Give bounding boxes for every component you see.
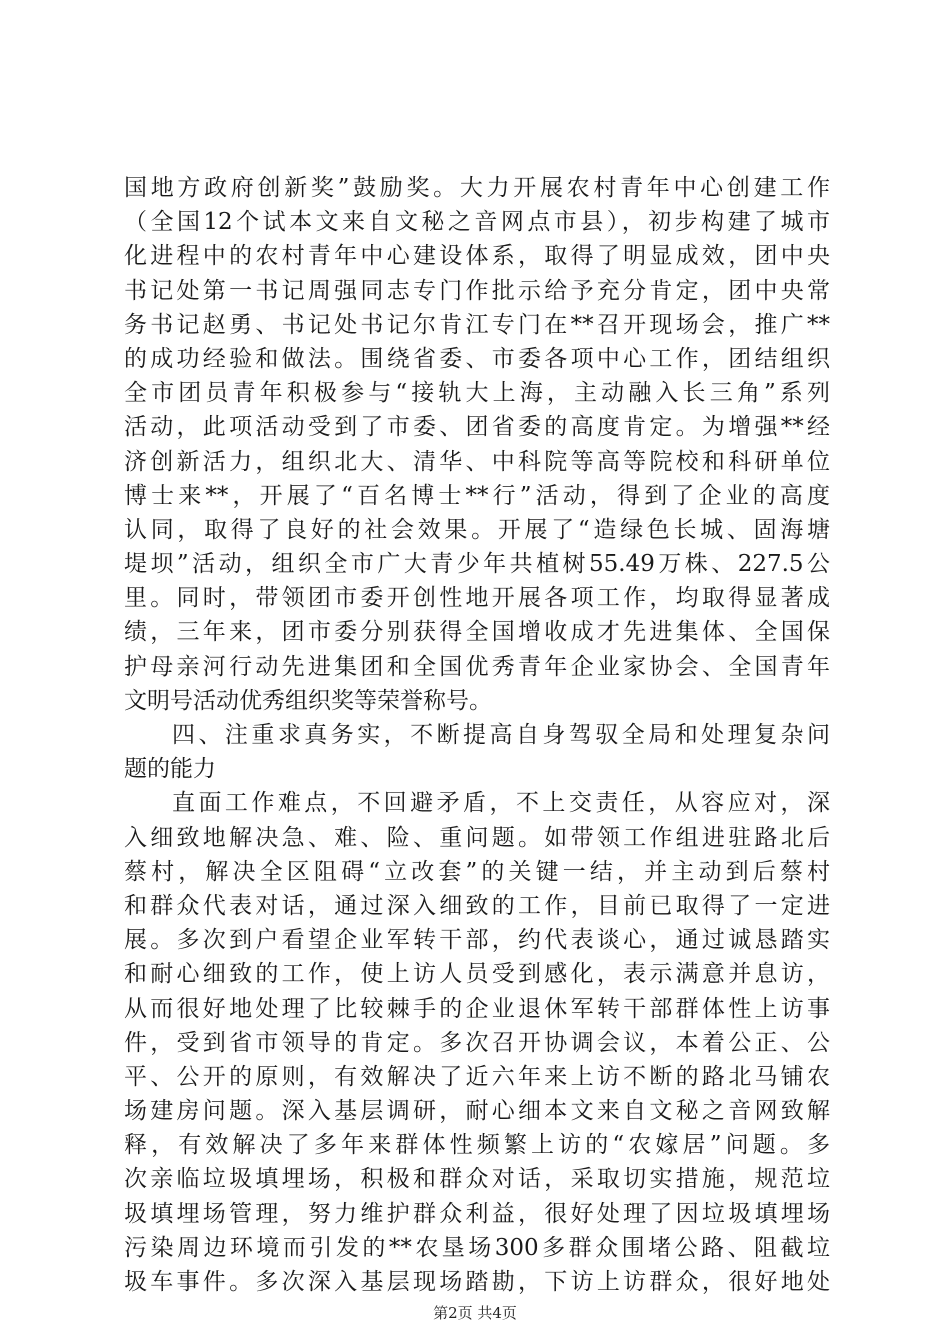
text-line: 务书记赵勇、书记处书记尔肯江专门在**召开现场会，推广** [124,311,830,338]
paragraph-end-line: 文明号活动优秀组织奖等荣誉称号。 [124,687,492,714]
paragraph-start-line: 直面工作难点，不回避矛盾，不上交责任，从容应对，深 [172,790,830,817]
text-line: 释，有效解决了多年来群体性频繁上访的“农嫁居”问题。多 [124,1132,830,1159]
text-line: 全市团员青年积极参与“接轨大上海，主动融入长三角”系列 [124,380,830,407]
text-line: 书记处第一书记周强同志专门作批示给予充分肯定，团中央常 [124,277,830,304]
text-line: （全国12个试本文来自文秘之音网点市县），初步构建了城市 [124,209,830,236]
text-line: 件，受到省市领导的肯定。多次召开协调会议，本着公正、公 [124,1029,830,1056]
text-line: 国地方政府创新奖”鼓励奖。大力开展农村青年中心创建工作 [124,175,830,201]
text-line: 平、公开的原则，有效解决了近六年来上访不断的路北马铺农 [124,1063,830,1090]
section-heading-line: 四、注重求真务实，不断提高自身驾驭全局和处理复杂问 [172,722,830,748]
text-line: 展。多次到户看望企业军转干部，约代表谈心，通过诚恳踏实 [124,927,830,954]
text-line: 护母亲河行动先进集团和全国优秀青年企业家协会、全国青年 [124,653,830,680]
text-line: 和群众代表对话，通过深入细致的工作，目前已取得了一定进 [124,892,830,919]
text-line: 次亲临垃圾填埋场，积极和群众对话，采取切实措施，规范垃 [124,1166,830,1193]
text-line: 认同，取得了良好的社会效果。开展了“造绿色长城、固海塘 [124,516,830,543]
text-line: 从而很好地处理了比较棘手的企业退休军转干部群体性上访事 [124,995,830,1022]
text-line: 化进程中的农村青年中心建设体系，取得了明显成效，团中央 [124,243,830,270]
text-line: 蔡村，解决全区阻碍“立改套”的关键一结，并主动到后蔡村 [124,858,830,885]
text-line: 博士来**，开展了“百名博士**行”活动，得到了企业的高度 [124,482,830,509]
text-line: 的成功经验和做法。围绕省委、市委各项中心工作，团结组织 [124,345,830,372]
page-number-footer: 第2页 共4页 [433,1304,517,1322]
text-line: 圾车事件。多次深入基层现场踏勘，下访上访群众，很好地处 [124,1269,830,1295]
text-line: 和耐心细致的工作，使上访人员受到感化，表示满意并息访， [124,961,830,988]
text-line: 活动，此项活动受到了市委、团省委的高度肯定。为增强**经 [124,414,830,441]
text-line: 圾填埋场管理，努力维护群众利益，很好处理了因垃圾填埋场 [124,1200,830,1227]
text-line: 入细致地解决急、难、险、重问题。如带领工作组进驻路北后 [124,824,830,851]
text-line: 里。同时，带领团市委开创性地开展各项工作，均取得显著成 [124,585,830,612]
text-line: 场建房问题。深入基层调研，耐心细本文来自文秘之音网致解 [124,1098,830,1125]
document-body [124,171,830,1299]
text-line: 绩，三年来，团市委分别获得全国增收成才先进集体、全国保 [124,619,830,646]
section-heading-line: 题的能力 [124,756,216,783]
text-line: 济创新活力，组织北大、清华、中科院等高等院校和科研单位 [124,448,830,475]
text-line: 堤坝”活动，组织全市广大青少年共植树55.49万株、227.5公 [124,551,830,578]
text-line: 污染周边环境而引发的**农垦场300多群众围堵公路、阻截垃 [124,1234,830,1261]
